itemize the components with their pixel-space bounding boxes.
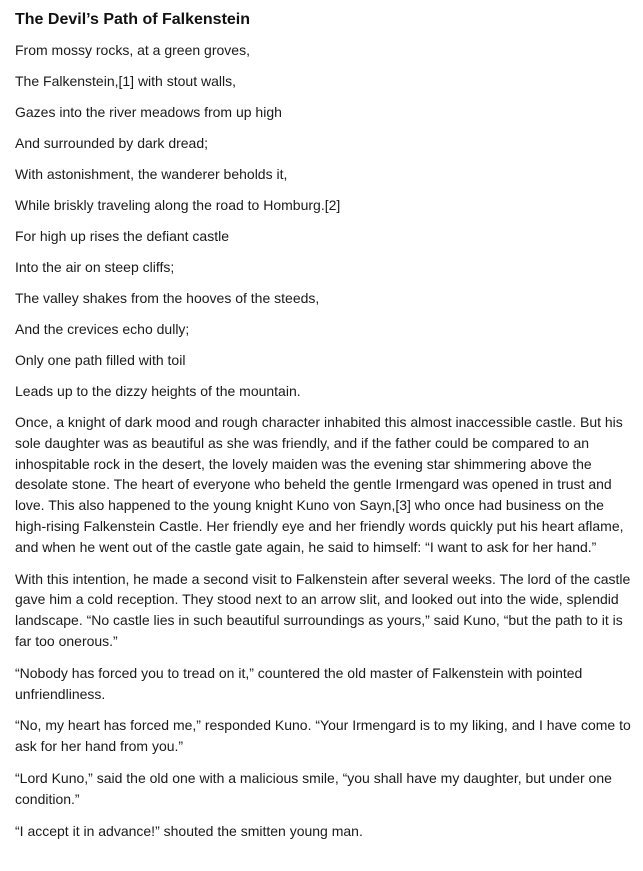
verse-line: The Falkenstein,[1] with stout walls, xyxy=(15,73,236,89)
verse-line: With astonishment, the wanderer beholds it, xyxy=(15,166,288,182)
verse-line: Into the air on steep cliffs; xyxy=(15,259,175,275)
verse-line: Gazes into the river meadows from up high xyxy=(15,104,282,120)
verse-line: The valley shakes from the hooves of the steeds, xyxy=(15,290,320,306)
paragraph: “Lord Kuno,” said the old one with a malicious smile, “you shall have my daughter, but under one condition.” xyxy=(15,769,612,807)
verse-line: From mossy rocks, at a green groves, xyxy=(15,42,250,58)
paragraph: Once, a knight of dark mood and rough character inhabited this almost inaccessible castle. But his sole daughter was as beautiful as she was friendly, and if the father could be compared to an inhospitable rock in the desert, the lovely maiden was the evening star shimmering above the desolate stone. The heart of everyone who beheld the gentle Irmengard was opened in trust and love. This also happened to the young knight Kuno von Sayn,[3] who once had business on the high-rising Falkenstein Castle. Her friendly eye and her friendly words quickly put his heart aflame, and when he went out of the castle gate again, he said to himself: “I want to ask for her hand.” xyxy=(15,414,624,555)
page-title: The Devil’s Path of Falkenstein xyxy=(15,11,251,28)
verse-block xyxy=(15,40,633,401)
paragraph: “Nobody has forced you to tread on it,” countered the old master of Falkenstein with pointed unfriendliness. xyxy=(15,664,583,702)
prose-block xyxy=(15,412,633,841)
verse-line: And the crevices echo dully; xyxy=(15,321,190,337)
verse-line: And surrounded by dark dread; xyxy=(15,135,209,151)
paragraph: “I accept it in advance!” shouted the smitten young man. xyxy=(15,822,363,839)
verse-line: While briskly traveling along the road to Homburg.[2] xyxy=(15,197,341,213)
verse-line: Leads up to the dizzy heights of the mountain. xyxy=(15,383,301,399)
paragraph: “No, my heart has forced me,” responded Kuno. “Your Irmengard is to my liking, and I have come to ask for her hand from you.” xyxy=(15,717,631,755)
verse-line: For high up rises the defiant castle xyxy=(15,228,230,244)
paragraph: With this intention, he made a second visit to Falkenstein after several weeks. The lord of the castle gave him a cold reception. They stood next to an arrow slit, and looked out into the wide, splendid landscape. “No castle lies in such beautiful surroundings as yours,” said Kuno, “but the path to it is far too onerous.” xyxy=(15,570,631,649)
verse-line: Only one path filled with toil xyxy=(15,352,186,368)
